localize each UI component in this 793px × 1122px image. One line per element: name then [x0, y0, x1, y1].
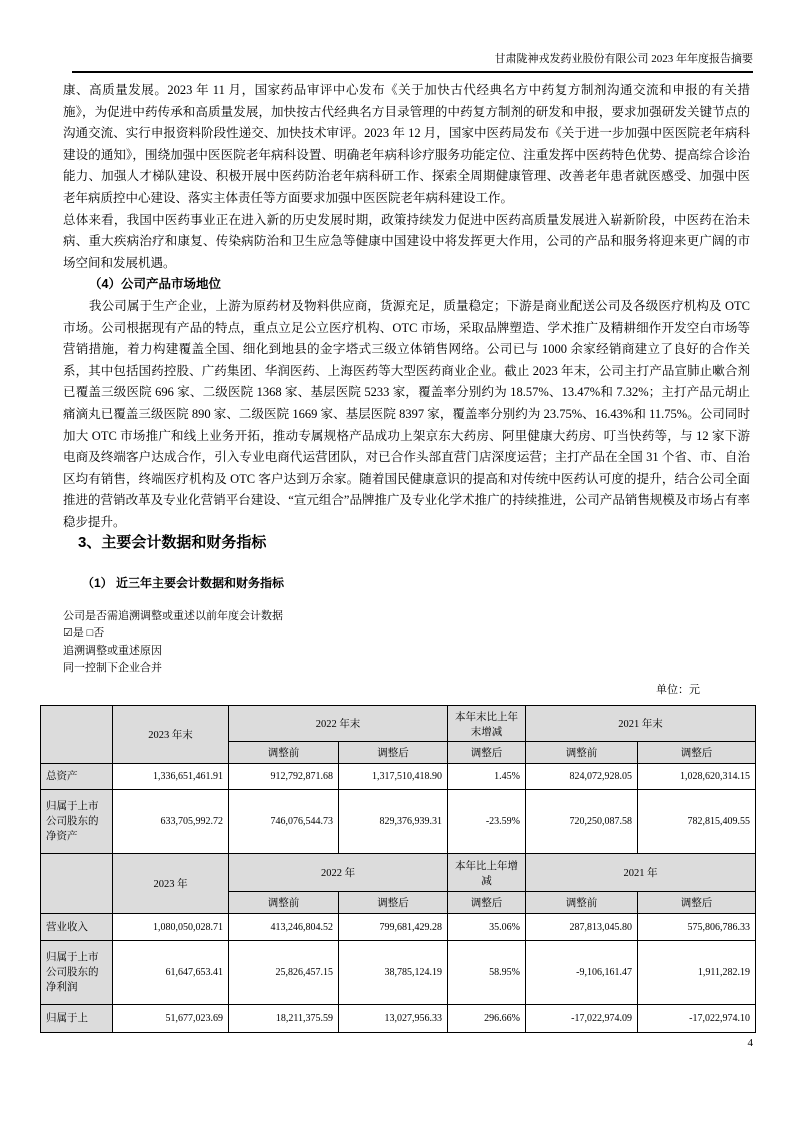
table-row-net-assets	[41, 790, 756, 854]
checkbox-no-unchecked-icon: □否	[86, 627, 105, 640]
section-heading-3: 3、主要会计数据和财务指标	[78, 534, 267, 551]
subcol-header-before-adjust: 调整前	[229, 742, 339, 764]
checkbox-yes-checked-icon: ☑是	[63, 627, 84, 640]
cell-value: 38,785,124.19	[339, 941, 448, 1005]
col-header-2022-yearend: 2022 年末	[229, 706, 448, 742]
subcol-header-after-adjust: 调整后	[638, 892, 756, 914]
col-header-change-yearend: 本年末比上年末增减	[448, 706, 526, 742]
cell-value: 413,246,804.52	[229, 914, 339, 941]
cell-value: -17,022,974.10	[638, 1005, 756, 1033]
subcol-header-before-adjust: 调整前	[526, 892, 638, 914]
financial-indicators-table	[40, 705, 756, 1033]
cell-value: 296.66%	[448, 1005, 526, 1033]
col-header-change-annual: 本年比上年增减	[448, 854, 526, 892]
cell-value: 912,792,871.68	[229, 764, 339, 790]
table-corner-cell	[41, 706, 113, 764]
cell-value: 782,815,409.55	[638, 790, 756, 854]
table-row-revenue	[41, 914, 756, 941]
row-label: 归属于上	[41, 1005, 113, 1033]
cell-value: -9,106,161.47	[526, 941, 638, 1005]
subcol-header-after-adjust: 调整后	[339, 742, 448, 764]
restate-question: 公司是否需追溯调整或重述以前年度会计数据	[63, 610, 283, 622]
cell-value: 287,813,045.80	[526, 914, 638, 941]
row-label: 归属于上市公司股东的净利润	[41, 941, 113, 1005]
cell-value: 575,806,786.33	[638, 914, 756, 941]
cell-value: 1,317,510,418.90	[339, 764, 448, 790]
col-header-2023-annual: 2023 年	[113, 854, 229, 914]
table-header-row-annual	[41, 854, 756, 892]
cell-value: 633,705,992.72	[113, 790, 229, 854]
restate-reason-label: 追溯调整或重述原因	[63, 644, 162, 657]
cell-value: 829,376,939.31	[339, 790, 448, 854]
cell-value: 18,211,375.59	[229, 1005, 339, 1033]
doc-header-title: 甘肃陇神戎发药业股份有限公司 2023 年年度报告摘要	[494, 53, 753, 65]
row-label: 归属于上市公司股东的净资产	[41, 790, 113, 854]
table-row-truncated	[41, 1005, 756, 1033]
cell-value: 13,027,956.33	[339, 1005, 448, 1033]
cell-value: 824,072,928.05	[526, 764, 638, 790]
cell-value: 35.06%	[448, 914, 526, 941]
table-row-net-profit	[41, 941, 756, 1005]
cell-value: 51,677,023.69	[113, 1005, 229, 1033]
subcol-header-before-adjust: 调整前	[526, 742, 638, 764]
restatement-block	[63, 608, 750, 677]
cell-value: 1,028,620,314.15	[638, 764, 756, 790]
subcol-header-before-adjust: 调整前	[229, 892, 339, 914]
table-header-row-yearend	[41, 706, 756, 742]
table-row-total-assets	[41, 764, 756, 790]
col-header-2021-yearend: 2021 年末	[526, 706, 756, 742]
subcol-header-after-adjust: 调整后	[638, 742, 756, 764]
restate-reason: 同一控制下企业合并	[63, 661, 162, 674]
subcol-header-after-adjust: 调整后	[448, 742, 526, 764]
cell-value: 746,076,544.73	[229, 790, 339, 854]
doc-header	[72, 50, 753, 73]
cell-value: 720,250,087.58	[526, 790, 638, 854]
cell-value: 1,080,050,028.71	[113, 914, 229, 941]
page-number: 4	[747, 1037, 753, 1049]
row-label: 总资产	[41, 764, 113, 790]
row-label: 营业收入	[41, 914, 113, 941]
cell-value: 58.95%	[448, 941, 526, 1005]
subcol-header-after-adjust: 调整后	[339, 892, 448, 914]
cell-value: -23.59%	[448, 790, 526, 854]
col-header-2022-annual: 2022 年	[229, 854, 448, 892]
paragraph-outlook: 总体来看，我国中医药事业正在进入新的历史发展时期，政策持续发力促进中医药高质量发展进入崭新阶段，中医药在治未病、重大疾病治疗和康复、传染病防治和卫生应急等健康中国建设中将发挥更大作用，公司的产品和服务将迎来更广阔的市场空间和发展机遇。	[63, 212, 750, 270]
cell-value: 61,647,653.41	[113, 941, 229, 1005]
restate-answer	[63, 625, 750, 642]
cell-value: 1,336,651,461.91	[113, 764, 229, 790]
paragraph-market-position: 我公司属于生产企业，上游为原药材及物料供应商，货源充足，质量稳定；下游是商业配送公司及各级医疗机构及 OTC 市场。公司根据现有产品的特点，重点立足公立医疗机构、OTC 市场，采取品牌塑造、学术推广及精耕细作开发空白市场等营销措施，着力构建覆盖全国、细化到地县的金字塔式三级立体销售网络。公司已与 1000 余家经销商建立了良好的合作关系，其中包括国药控股、广药集团、华润医药、上海医药等大型医药商业企业。截止 2023 年末，公司主打产品宣肺止嗽合剂已覆盖三级医院 696 家、二级医院 1368 家、基层医院 5233 家，覆盖率分别约为 18.57%、13.47%和 7.32%；主打产品元胡止痛滴丸已覆盖三级医院 890 家、二级医院 1669 家、基层医院 8397 家，覆盖率分别约为 23.75%、16.43%和 11.75%。公司同时加大 OTC 市场推广和线上业务开拓，推动专属规格产品成功上架京东大药房、阿里健康大药房、叮当快药等，与 12 家下游电商及终端客户达成合作，引入专业电商代运营团队，对已合作头部直营门店深度运营；主打产品在全国 31 个省、市、自治区均有销售，终端医疗机构及 OTC 客户达到万余家。随着国民健康意识的提高和对传统中医药认可度的提升，结合公司全面推进的营销改革及专业化营销平台建设、“宣元组合”品牌推广及专业化学术推广的持续推进，公司产品销售规模及市场占有率稳步提升。	[63, 298, 750, 529]
cell-value: 1.45%	[448, 764, 526, 790]
body-text	[63, 80, 750, 533]
col-header-2023-yearend: 2023 年末	[113, 706, 229, 764]
subsection-heading-1: （1） 近三年主要会计数据和财务指标	[82, 576, 285, 590]
col-header-2021-annual: 2021 年	[526, 854, 756, 892]
paragraph-industry-policy: 康、高质量发展。2023 年 11 月，国家药品审评中心发布《关于加快古代经典名方中药复方制剂沟通交流和申报的有关措施》，为促进中药传承和高质量发展，加快按古代经典名方目录管理的中药复方制剂的研发和申报，要求加强研发关键节点的沟通交流、实行申报资料阶段性递交、加快技术审评。2023 年 12 月，国家中医药局发布《关于进一步加强中医医院老年病科建设的通知》，围绕加强中医医院老年病科设置、明确老年病科诊疗服务功能定位、注重发挥中医药特色优势、提高综合诊治能力、加强人才梯队建设、积极开展中医药防治老年病科研工作、探索全周期健康管理、改善老年患者就医感受、加强中医老年病质控中心建设、落实主体责任等方面要求加强中医医院老年病科建设工作。	[63, 83, 750, 205]
cell-value: 25,826,457.15	[229, 941, 339, 1005]
subcol-header-after-adjust: 调整后	[448, 892, 526, 914]
table-corner-cell	[41, 854, 113, 914]
cell-value: -17,022,974.09	[526, 1005, 638, 1033]
unit-label: 单位：元	[656, 684, 700, 696]
heading-market-position: （4）公司产品市场地位	[89, 277, 221, 292]
cell-value: 1,911,282.19	[638, 941, 756, 1005]
cell-value: 799,681,429.28	[339, 914, 448, 941]
